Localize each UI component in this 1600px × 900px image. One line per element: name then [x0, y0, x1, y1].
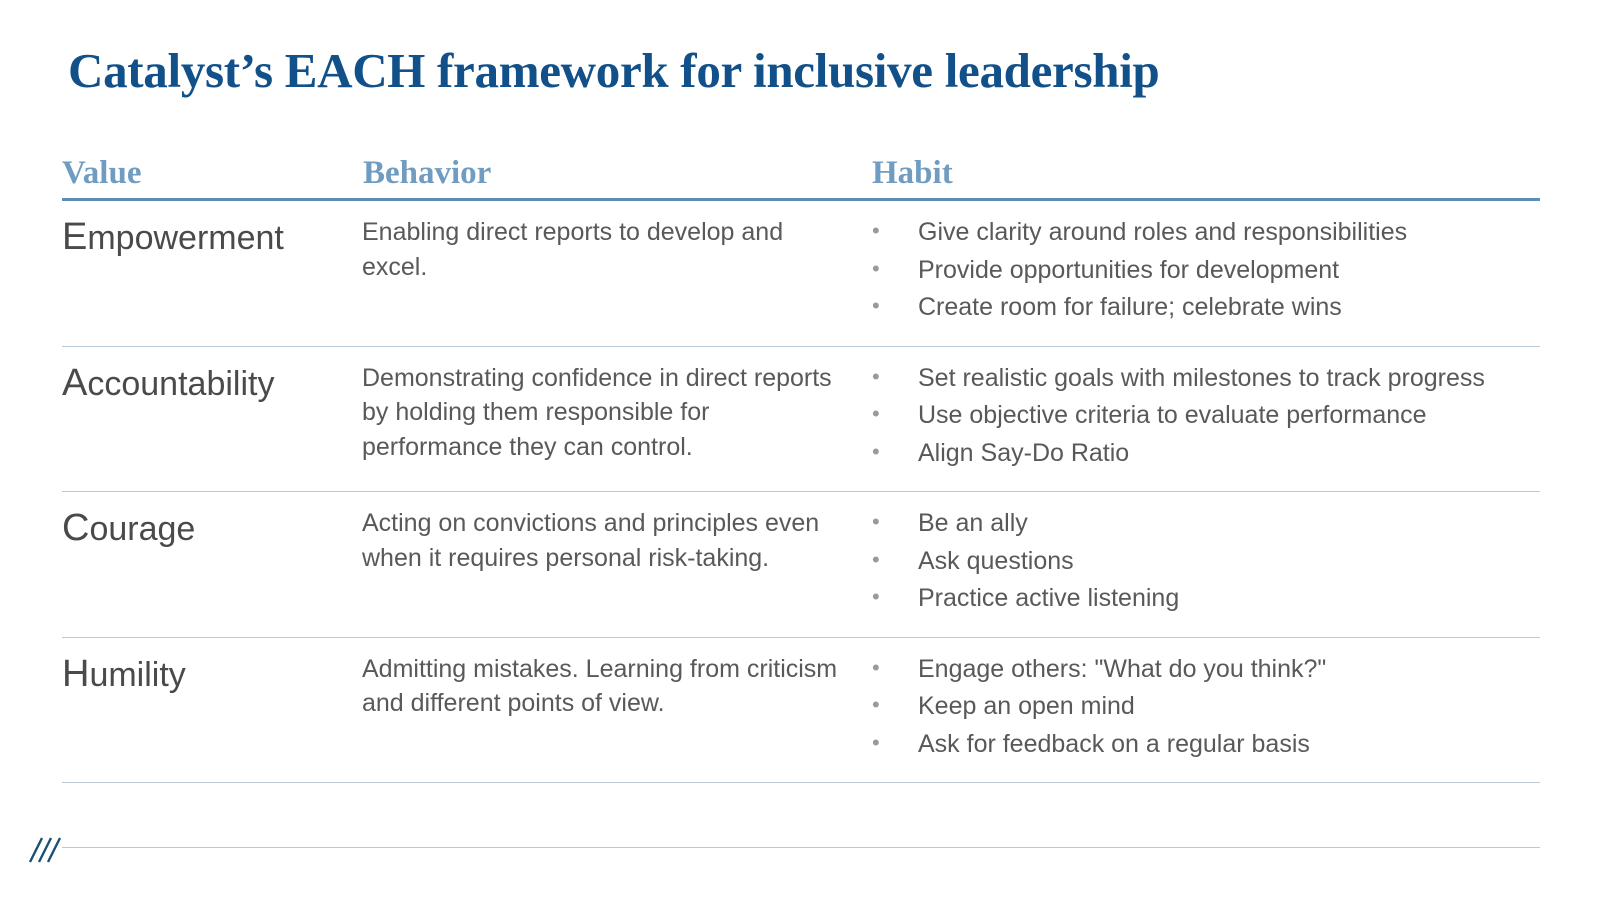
behavior-cell: Acting on convictions and principles even when it requires personal risk-taking.: [362, 509, 820, 572]
value-initial: E: [62, 216, 88, 258]
habit-text: Create room for failure; celebrate wins: [918, 293, 1342, 321]
habit-text: Ask questions: [918, 546, 1074, 575]
value-initial: H: [62, 652, 90, 695]
table-row: [62, 201, 1540, 346]
habit-list-item: [872, 290, 1540, 326]
habit-list-item: [872, 398, 1540, 434]
habit-cell: [872, 652, 1540, 765]
column-header-value: Value: [62, 155, 142, 191]
table-body: [62, 201, 1540, 783]
habit-text: Align Say-Do Ratio: [918, 438, 1130, 467]
habit-list-item: [872, 652, 1540, 688]
table-row: [62, 347, 1540, 492]
habit-text: Practice active listening: [918, 584, 1180, 612]
behavior-cell: Admitting mistakes. Learning from criticism and different points of view.: [362, 654, 838, 717]
habit-text: Be an ally: [918, 509, 1028, 537]
bullet-icon: •: [872, 546, 880, 572]
bullet-icon: •: [872, 363, 880, 389]
bullet-icon: •: [872, 438, 880, 464]
habit-cell: [872, 361, 1540, 474]
framework-table: [62, 155, 1540, 783]
value-rest: ccountability: [87, 364, 275, 403]
value-rest: mpowerment: [87, 219, 284, 257]
value-rest: ourage: [89, 510, 196, 548]
bullet-icon: •: [872, 654, 880, 680]
bullet-icon: •: [872, 255, 880, 281]
bullet-icon: •: [872, 729, 880, 755]
value-initial: C: [62, 507, 90, 549]
behavior-cell: Enabling direct reports to develop and excel.: [362, 218, 784, 281]
value-cell: [62, 506, 362, 550]
bullet-icon: •: [872, 584, 880, 609]
habit-text: Keep an open mind: [918, 692, 1135, 720]
table-row: [62, 492, 1540, 637]
table-header-row: [62, 155, 1540, 198]
habit-cell: [872, 215, 1540, 328]
value-rest: umility: [89, 655, 186, 694]
page-title: Catalyst’s EACH framework for inclusive leadership: [68, 43, 1160, 98]
habit-list-item: [872, 253, 1540, 289]
habit-text: Use objective criteria to evaluate performance: [918, 401, 1427, 429]
habit-list-item: [872, 215, 1540, 251]
bullet-icon: •: [872, 509, 880, 534]
value-initial: A: [62, 361, 88, 404]
habit-text: Ask for feedback on a regular basis: [918, 729, 1310, 758]
habit-list-item: [872, 689, 1540, 725]
value-cell: [62, 215, 362, 259]
habit-cell: [872, 506, 1540, 619]
value-cell: [62, 361, 362, 405]
habit-list-item: [872, 436, 1540, 472]
brand-logo-icon: [26, 832, 62, 872]
habit-list-item: [872, 727, 1540, 763]
bullet-icon: •: [872, 692, 880, 717]
footer-divider: [62, 847, 1540, 848]
column-header-habit: Habit: [872, 155, 953, 191]
habit-list-item: [872, 581, 1540, 617]
bullet-icon: •: [872, 293, 880, 318]
behavior-cell: Demonstrating confidence in direct reports by holding them responsible for performance they can control.: [362, 363, 832, 461]
value-cell: [62, 652, 362, 696]
habit-text: Provide opportunities for development: [918, 255, 1340, 284]
bullet-icon: •: [872, 218, 880, 243]
habit-list-item: [872, 544, 1540, 580]
bullet-icon: •: [872, 401, 880, 426]
habit-text: Set realistic goals with milestones to track progress: [918, 363, 1485, 392]
table-row: [62, 638, 1540, 783]
habit-text: Give clarity around roles and responsibilities: [918, 218, 1408, 246]
column-header-behavior: Behavior: [363, 155, 492, 191]
habit-list-item: [872, 506, 1540, 542]
row-divider: [62, 782, 1540, 783]
habit-list-item: [872, 361, 1540, 397]
habit-text: Engage others: "What do you think?": [918, 654, 1327, 683]
